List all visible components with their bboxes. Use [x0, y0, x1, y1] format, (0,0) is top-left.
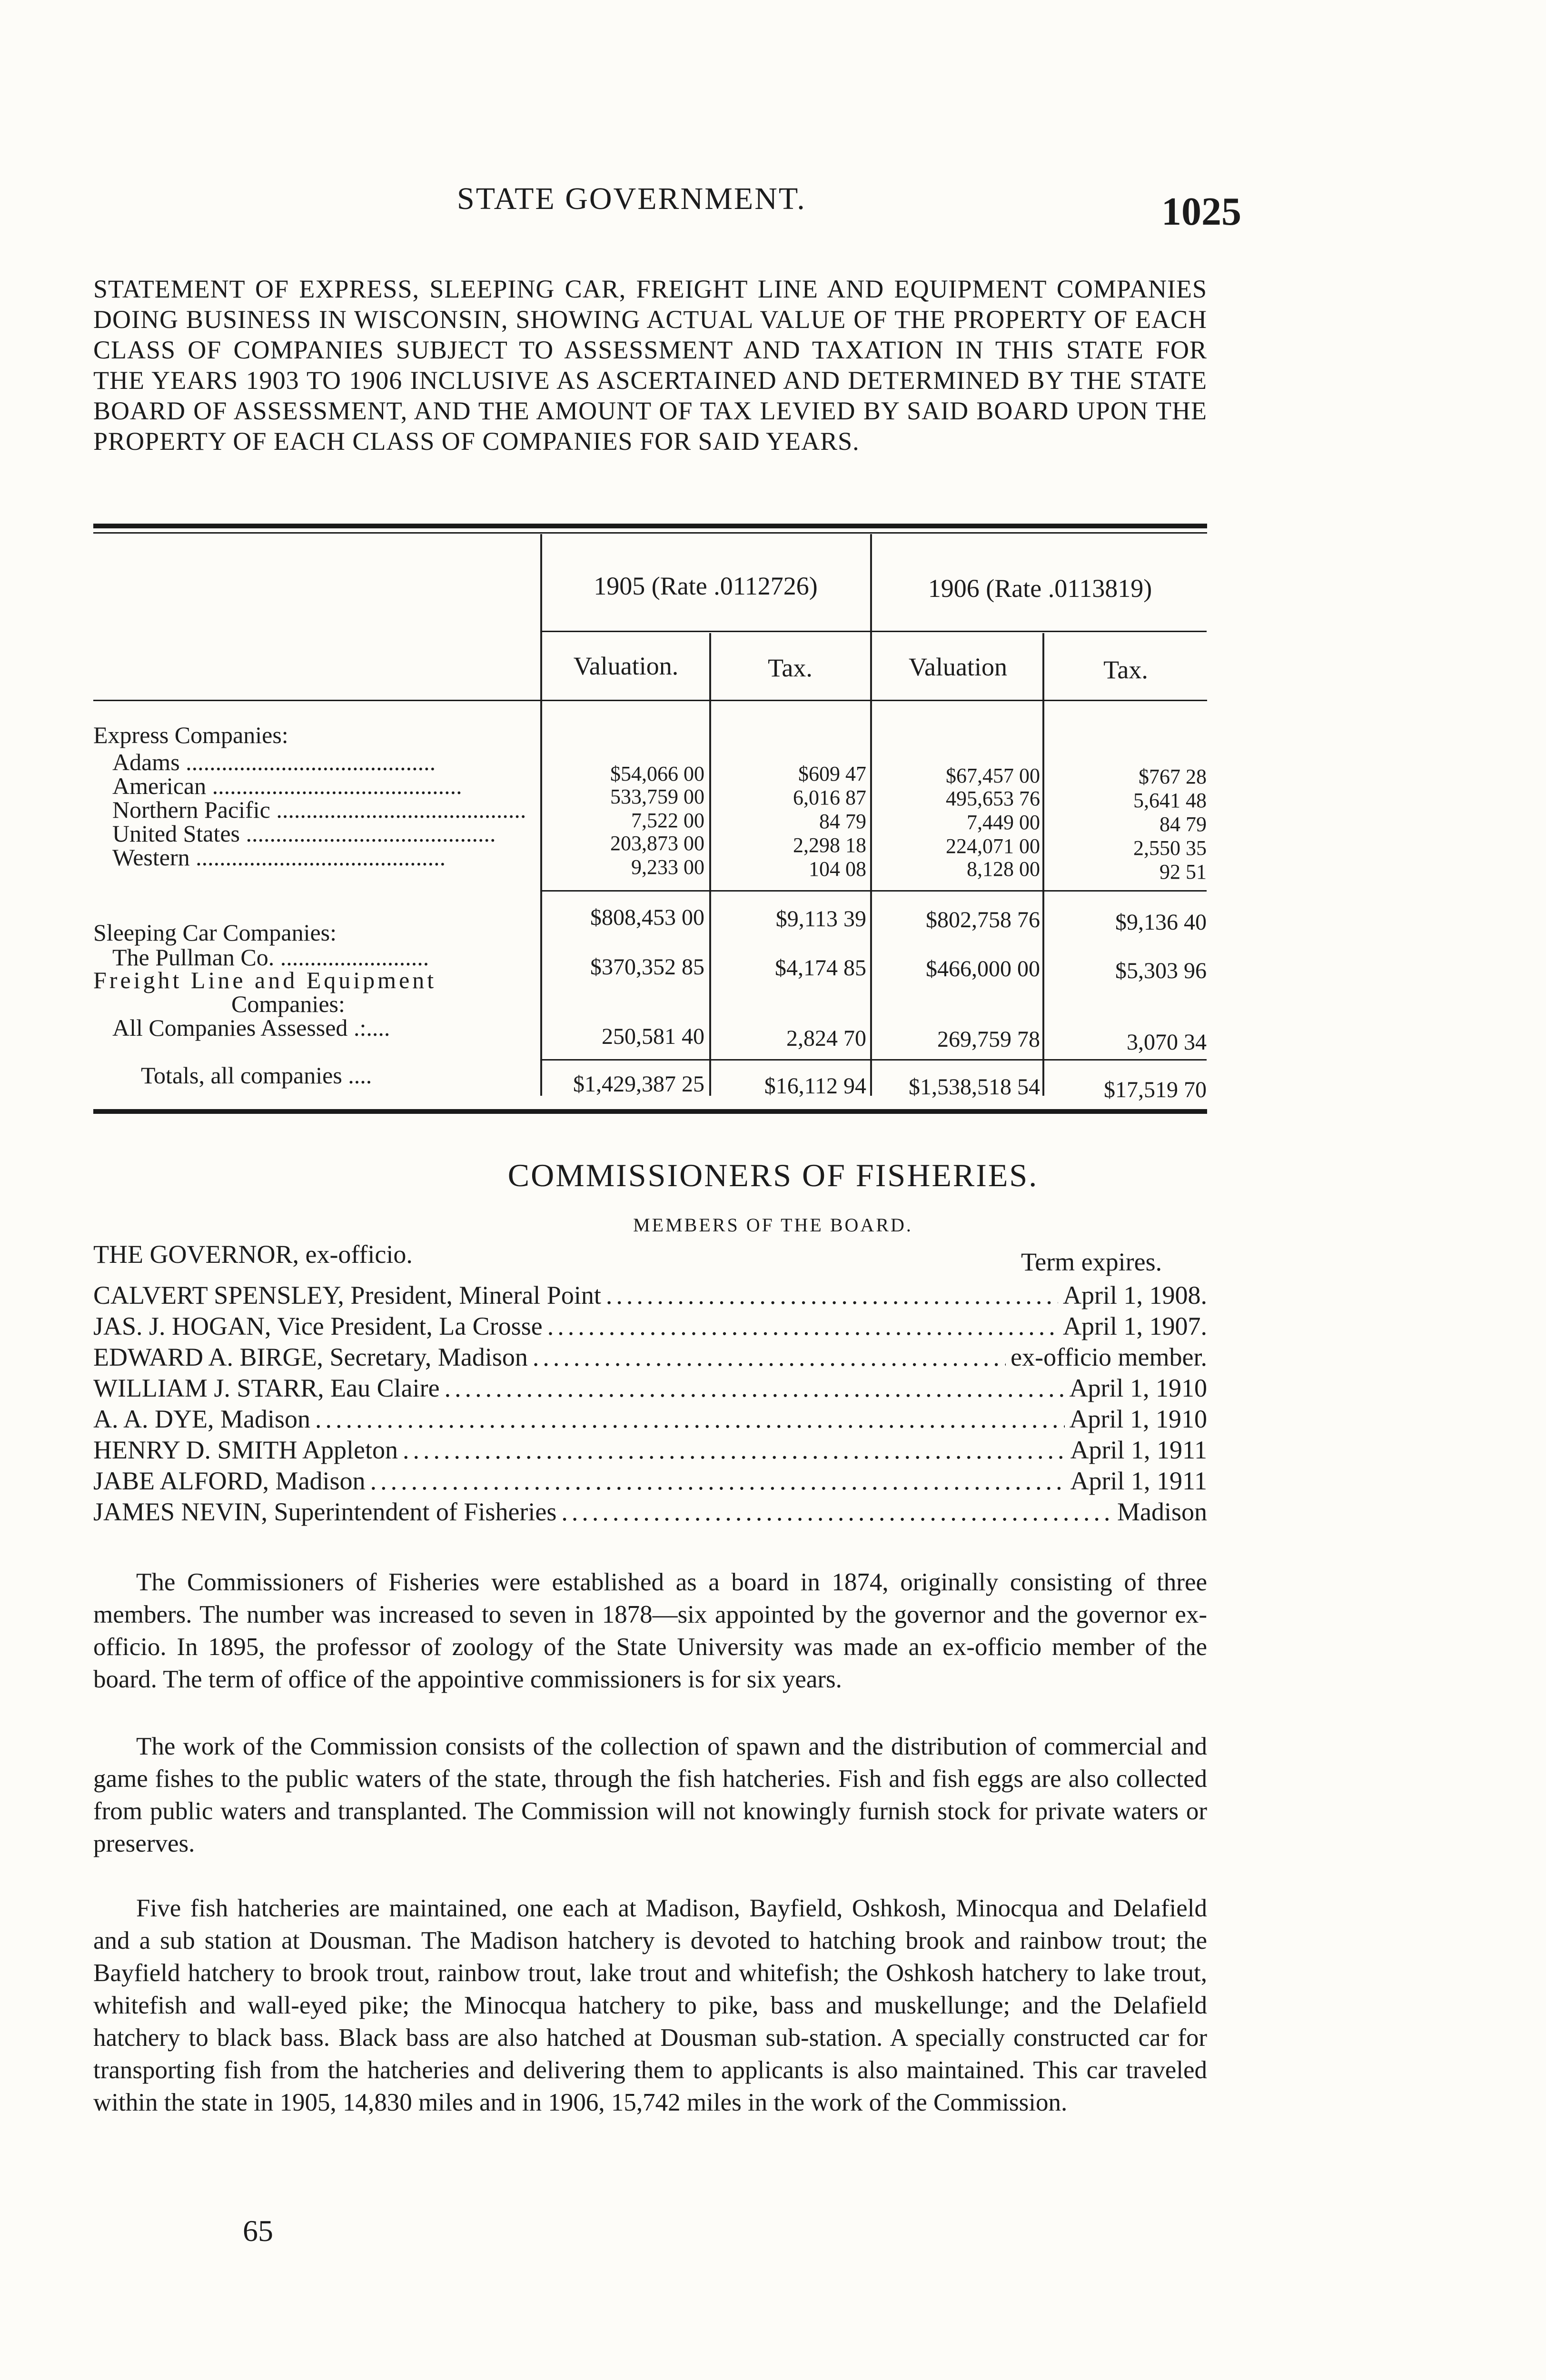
- paragraph-history: The Commissioners of Fisheries were established as a board in 1874, originally consisting of three members. The number was increased to seven in 1878—six appointed by the governor and the governor ex-officio. In 1895, the professor of zoology of the State University was made an ex-officio member of the board. The term of office of the appointive commissioners is for six years.: [93, 1568, 1207, 1693]
- table-cell: $609 47: [798, 762, 866, 785]
- table-cell: 7,449 00: [967, 811, 1040, 834]
- subtotal-rule: [540, 890, 1207, 892]
- col-header-tax-1905: Tax.: [768, 654, 813, 682]
- col-header-valuation-1905: Valuation.: [573, 652, 679, 680]
- table-top-rule-thin: [93, 532, 1207, 534]
- table-cell: $466,000 00: [926, 956, 1040, 982]
- paragraph-hatcheries: Five fish hatcheries are maintained, one each at Madison, Bayfield, Oshkosh, Minocqua and Delafield and a sub station at Dousman. The Madison hatchery is devoted to hatching brook and rainbow trout; the Bayfield hatchery to brook trout, rainbow trout, lake trout and whitefish; the Oshkosh hatchery to lake trout, whitefish and wall-eyed pike; the Minocqua hatchery to pike, bass and muskellunge; and the Delafield hatchery to black bass. Black bass are also hatched at Dousman sub-station. A specially constructed car for transporting fish from the hatcheries and delivering them to applicants is also maintained. This car traveled within the state in 1905, 14,830 miles and in 1906, 15,742 miles in the work of the Commission.: [93, 1894, 1207, 2116]
- col-header-tax-1906: Tax.: [1103, 655, 1148, 684]
- table-cell: 2,824 70: [786, 1026, 866, 1051]
- group-label-sleeping: Sleeping Car Companies:: [93, 919, 337, 946]
- table-row-label: All Companies Assessed .:....: [112, 1014, 390, 1041]
- group-label-express: Express Companies:: [93, 722, 288, 748]
- table-row-label: Adams ..........................................: [112, 749, 436, 775]
- table-top-rule: [93, 524, 1207, 528]
- statement-title: STATEMENT OF EXPRESS, SLEEPING CAR, FREIGHT LINE AND EQUIPMENT COMPANIES DOING BUSINESS IN WISCONSIN, SHOWING ACTUAL VALUE OF THE PROPERTY OF EACH CLASS OF COMPANIES SUBJECT TO ASSESSMENT AND TAXATION IN THIS STATE FOR THE YEARS 1903 TO 1906 INCLUSIVE AS ASCERTAINED AND DETERMINED BY THE STATE BOARD OF ASSESSMENT, AND THE AMOUNT OF TAX LEVIED BY SAID BOARD UPON THE PROPERTY OF EACH CLASS OF COMPANIES FOR SAID YEARS.: [93, 275, 1207, 456]
- table-cell: $767 28: [1139, 765, 1207, 788]
- table-cell: $5,303 96: [1115, 958, 1207, 983]
- grand-total-cell: $1,429,387 25: [573, 1071, 704, 1097]
- column-divider: [709, 633, 711, 1096]
- column-divider: [1042, 633, 1044, 1096]
- grand-total-cell: $1,538,518 54: [909, 1074, 1040, 1100]
- table-cell: 203,873 00: [610, 832, 704, 855]
- table-cell: 3,070 34: [1127, 1030, 1207, 1055]
- subtotal-cell: $9,136 40: [1115, 910, 1207, 935]
- table-cell: 6,016 87: [793, 786, 866, 809]
- year-header-1905: 1905 (Rate .0112726): [594, 572, 818, 600]
- member-row: CALVERT SPENSLEY, President, Mineral Point ..... April 1, 1908.: [93, 1280, 1207, 1310]
- member-row: JAS. J. HOGAN, Vice President, La Crosse ..... April 1, 1907.: [93, 1311, 1207, 1341]
- table-cell: 7,522 00: [631, 809, 704, 832]
- table-cell: $370,352 85: [590, 954, 704, 980]
- signature-mark: 65: [243, 2214, 273, 2248]
- member-row: HENRY D. SMITH Appleton ..... April 1, 1911: [93, 1435, 1207, 1465]
- table-cell: 2,298 18: [793, 833, 866, 857]
- table-cell: 533,759 00: [610, 785, 704, 808]
- section-title: COMMISSIONERS OF FISHERIES.: [507, 1157, 1039, 1193]
- grand-total-cell: $16,112 94: [764, 1073, 866, 1099]
- table-cell: 224,071 00: [946, 834, 1040, 858]
- table-row-label: United States ..........................................: [112, 820, 496, 847]
- subtotal-cell: $808,453 00: [590, 905, 704, 930]
- members-label: MEMBERS OF THE BOARD.: [633, 1214, 913, 1236]
- member-row: JABE ALFORD, Madison ..... April 1, 1911: [93, 1466, 1207, 1496]
- governor-line: THE GOVERNOR, ex-officio.: [93, 1240, 413, 1269]
- header-bottom-rule: [93, 700, 1207, 701]
- member-row: JAMES NEVIN, Superintendent of Fisheries ..... Madison: [93, 1497, 1207, 1527]
- paragraph-work: The work of the Commission consists of the collection of spawn and the distribution of commercial and game fishes to the public waters of the state, through the fish hatcheries. Fish and fish eggs are also collected from public waters and transplanted. The Commission will not knowingly furnish stock for private waters or preserves.: [93, 1733, 1207, 1857]
- table-cell: 8,128 00: [967, 857, 1040, 881]
- member-row: A. A. DYE, Madison ..... April 1, 1910: [93, 1404, 1207, 1434]
- grand-total-cell: $17,519 70: [1104, 1077, 1207, 1102]
- table-cell: 92 51: [1160, 860, 1207, 883]
- table-cell: $4,174 85: [775, 955, 866, 981]
- group-label-freight: Freight Line and Equipment: [93, 967, 437, 993]
- grand-total-label: Totals, all companies ....: [141, 1062, 372, 1089]
- table-cell: 5,641 48: [1133, 789, 1207, 812]
- member-row: WILLIAM J. STARR, Eau Claire ..... April 1, 1910: [93, 1373, 1207, 1403]
- subtotal-cell: $9,113 39: [775, 906, 866, 932]
- table-cell: $67,457 00: [946, 764, 1040, 787]
- group-label-freight-cont: Companies:: [231, 991, 345, 1017]
- table-cell: 2,550 35: [1133, 836, 1207, 860]
- running-head: STATE GOVERNMENT.: [457, 181, 806, 216]
- table-cell: 9,233 00: [631, 855, 704, 879]
- table-cell: 250,581 40: [602, 1024, 704, 1049]
- year-header-1906: 1906 (Rate .0113819): [928, 574, 1152, 603]
- page-number: 1025: [1161, 189, 1241, 234]
- table-bottom-rule: [93, 1109, 1207, 1114]
- table-row-label: Western ..........................................: [112, 844, 446, 871]
- member-row: EDWARD A. BIRGE, Secretary, Madison ..... ex-officio member.: [93, 1342, 1207, 1372]
- table-cell: 84 79: [819, 810, 866, 833]
- header-rule: [540, 631, 1207, 632]
- table-cell: 495,653 76: [946, 787, 1040, 810]
- table-cell: 84 79: [1160, 813, 1207, 836]
- table-row-label: American ..........................................: [112, 773, 462, 799]
- table-cell: 269,759 78: [937, 1027, 1040, 1052]
- subtotal-cell: $802,758 76: [926, 907, 1040, 932]
- term-expires-header: Term expires.: [1021, 1248, 1162, 1276]
- table-row-label: Northern Pacific ..........................................: [112, 796, 526, 823]
- col-header-valuation-1906: Valuation: [909, 653, 1007, 681]
- column-divider: [870, 534, 872, 1096]
- table-cell: $54,066 00: [610, 762, 704, 785]
- table-row-label: The Pullman Co. .........................: [112, 944, 429, 971]
- totals-rule: [540, 1059, 1207, 1061]
- table-cell: 104 08: [809, 857, 866, 881]
